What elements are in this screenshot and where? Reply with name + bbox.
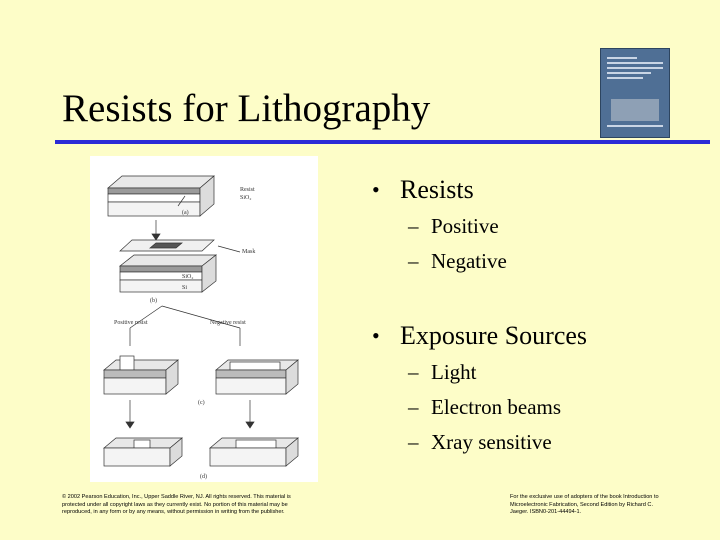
- label-c: (c): [198, 400, 205, 406]
- bullet-resists: • Resists: [372, 175, 702, 205]
- slide-title: Resists for Lithography: [62, 87, 431, 130]
- label-mask: Mask: [242, 249, 256, 255]
- sub-bullet-light: – Light: [372, 355, 702, 390]
- label-sio2-b: SiO₂: [182, 274, 194, 280]
- label-positive: Positive resist: [114, 320, 148, 326]
- bullet-exposure-sources: • Exposure Sources: [372, 321, 702, 351]
- label-si-b: Si: [182, 285, 188, 291]
- sub-bullet-electron-beams: – Electron beams: [372, 390, 702, 425]
- label-a: (a): [182, 210, 189, 216]
- lithography-process-diagram: [90, 156, 318, 482]
- label-sio2: SiO₂: [240, 195, 252, 201]
- label-resist: Resist: [240, 187, 255, 193]
- book-cover-image: [600, 48, 670, 138]
- title-underline: [55, 140, 710, 144]
- sub-bullet-xray: – Xray sensitive: [372, 425, 702, 460]
- bullet-list: [372, 175, 702, 460]
- book-attribution: For the exclusive use of adopters of the book Introduction to Microelectronic Fabrication, Second Edition by Richard C. Jaeger. ISBN0-201-44494-1.: [510, 494, 659, 516]
- label-b: (b): [150, 298, 157, 304]
- sub-bullet-positive: – Positive: [372, 209, 702, 244]
- sub-bullet-negative: – Negative: [372, 244, 702, 279]
- copyright-notice: © 2002 Pearson Education, Inc., Upper Saddle River, NJ. All rights reserved. This material is protected under all copyright laws as they currently exist. No portion of this material may be reproduced, in any form or by any means, without permission in writing from the publisher.: [62, 494, 291, 516]
- label-negative: Negative resist: [210, 320, 246, 326]
- label-d: (d): [200, 474, 207, 480]
